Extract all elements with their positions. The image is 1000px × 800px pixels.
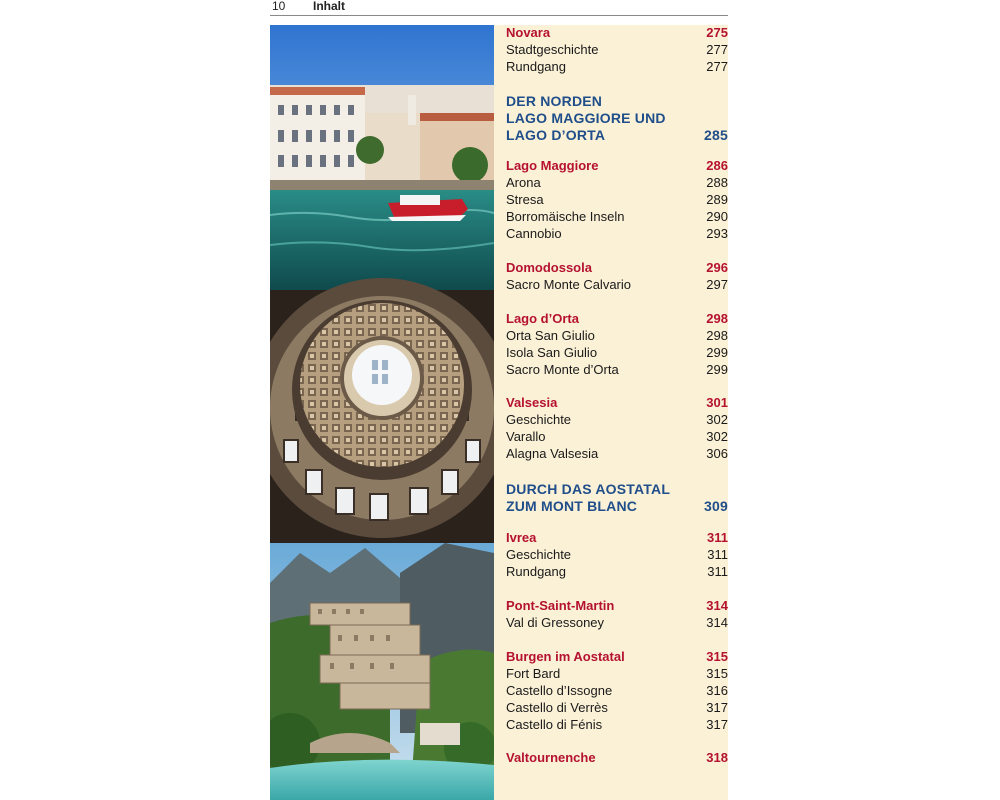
toc-entry [506, 327, 728, 344]
toc-page-number: 297 [706, 277, 728, 292]
toc-title: Lago d’Orta [506, 311, 579, 326]
toc-section-title [506, 481, 728, 498]
toc-entry [506, 208, 728, 225]
toc-page-number: 317 [706, 700, 728, 715]
toc-title: Geschichte [506, 412, 572, 427]
toc-entry [506, 716, 728, 733]
toc-heading [506, 259, 728, 276]
toc-entry [506, 58, 728, 75]
toc-page-number: 317 [706, 717, 728, 732]
toc-title: Rundgang [506, 59, 566, 74]
toc-page-number: 277 [706, 42, 728, 57]
toc-page-number: 290 [706, 209, 728, 224]
toc-title: Pont-Saint-Martin [506, 598, 615, 613]
toc-page-number: 315 [706, 649, 728, 664]
toc-entry [506, 411, 728, 428]
toc-heading [506, 24, 728, 41]
toc-heading [506, 597, 728, 614]
toc-title: LAGO MAGGIORE UND [506, 110, 666, 126]
toc-title: Varallo [506, 429, 546, 444]
toc-page-number: 302 [706, 429, 728, 444]
toc-page-number: 298 [706, 311, 728, 326]
toc-entry [506, 225, 728, 242]
toc-title: Sacro Monte d’Orta [506, 362, 619, 377]
fort-bard-photo [270, 543, 494, 800]
toc-page-number: 311 [707, 564, 728, 579]
toc-entry [506, 699, 728, 716]
toc-title: Burgen im Aostatal [506, 649, 625, 664]
toc-page-number: 277 [706, 59, 728, 74]
toc-title: Valtournenche [506, 750, 596, 765]
toc-title: ZUM MONT BLANC [506, 498, 638, 514]
toc-page-number: 288 [706, 175, 728, 190]
table-of-contents [494, 25, 728, 800]
toc-page-number: 298 [706, 328, 728, 343]
toc-page-number: 316 [706, 683, 728, 698]
toc-page-number: 285 [704, 127, 728, 143]
toc-page-number: 302 [706, 412, 728, 427]
toc-page-number: 314 [706, 598, 728, 613]
page-title: Inhalt [313, 0, 345, 13]
toc-page-number: 315 [706, 666, 728, 681]
toc-section-title [506, 498, 728, 515]
toc-title: Orta San Giulio [506, 328, 595, 343]
toc-title: Geschichte [506, 547, 572, 562]
toc-heading [506, 310, 728, 327]
toc-title: Castello di Fénis [506, 717, 603, 732]
toc-heading [506, 157, 728, 174]
toc-entry [506, 41, 728, 58]
book-page [270, 0, 728, 800]
toc-entry [506, 174, 728, 191]
toc-title: Rundgang [506, 564, 566, 579]
toc-title: Val di Gressoney [506, 615, 605, 630]
toc-title: Fort Bard [506, 666, 561, 681]
toc-heading [506, 394, 728, 411]
toc-title: Alagna Valsesia [506, 446, 599, 461]
toc-entry [506, 445, 728, 462]
toc-title: DURCH DAS AOSTATAL [506, 481, 671, 497]
toc-entry [506, 563, 728, 580]
toc-title: Borromäische Inseln [506, 209, 625, 224]
toc-page-number: 296 [706, 260, 728, 275]
toc-page-number: 306 [706, 446, 728, 461]
toc-page-number: 293 [706, 226, 728, 241]
toc-title: Novara [506, 25, 551, 40]
lake-villa-photo [270, 25, 494, 290]
toc-title: DER NORDEN [506, 93, 603, 109]
toc-page-number: 311 [707, 530, 728, 545]
toc-title: Stadtgeschichte [506, 42, 599, 57]
toc-title: Isola San Giulio [506, 345, 598, 360]
toc-entry [506, 361, 728, 378]
toc-page-number: 311 [707, 547, 728, 562]
toc-title: Sacro Monte Calvario [506, 277, 631, 292]
toc-page-number: 299 [706, 345, 728, 360]
toc-entry [506, 614, 728, 631]
toc-title: Arona [506, 175, 541, 190]
toc-page-number: 318 [706, 750, 728, 765]
toc-page-number: 299 [706, 362, 728, 377]
page-header [270, 0, 728, 16]
toc-page-number: 289 [706, 192, 728, 207]
page-number: 10 [272, 0, 286, 13]
toc-title: Lago Maggiore [506, 158, 599, 173]
toc-section-title [506, 110, 728, 127]
toc-title: Valsesia [506, 395, 558, 410]
toc-page-number: 309 [704, 498, 728, 514]
toc-heading [506, 749, 728, 766]
dome-interior-photo [270, 278, 494, 543]
toc-entry [506, 665, 728, 682]
toc-entry [506, 276, 728, 293]
toc-page-number: 301 [706, 395, 728, 410]
toc-entry [506, 682, 728, 699]
photo-column [270, 25, 494, 800]
toc-entry [506, 428, 728, 445]
toc-title: Castello di Verrès [506, 700, 608, 715]
toc-title: Domodossola [506, 260, 592, 275]
toc-page-number: 275 [706, 25, 728, 40]
toc-entry [506, 546, 728, 563]
toc-section-title [506, 127, 728, 144]
toc-heading [506, 648, 728, 665]
toc-entry [506, 191, 728, 208]
toc-title: Castello d’Issogne [506, 683, 613, 698]
toc-title: LAGO D’ORTA [506, 127, 606, 143]
toc-title: Stresa [506, 192, 544, 207]
toc-title: Cannobio [506, 226, 562, 241]
toc-page-number: 314 [706, 615, 728, 630]
toc-section-title [506, 93, 728, 110]
toc-page-number: 286 [706, 158, 728, 173]
toc-entry [506, 344, 728, 361]
toc-title: Ivrea [506, 530, 537, 545]
toc-heading [506, 529, 728, 546]
